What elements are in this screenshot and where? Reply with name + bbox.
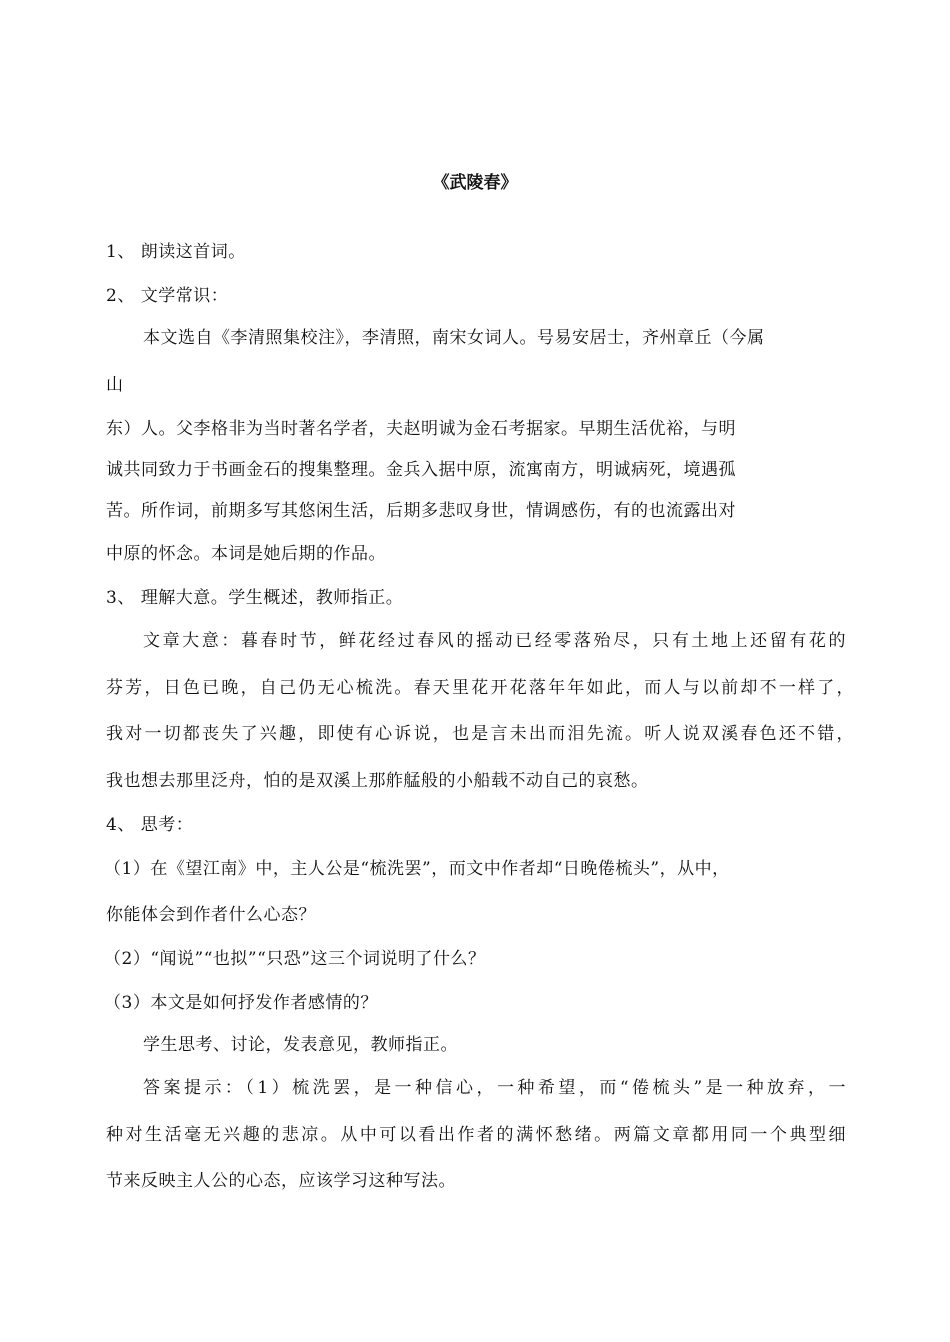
section-4-heading: 4、 思考： xyxy=(106,815,194,835)
question-line: （3）本文是如何抒发作者感情的？ xyxy=(104,993,378,1013)
literature-line: 中原的怀念。本词是她后期的作品。 xyxy=(106,544,386,564)
question-line: （2）“闻说”“也拟”“只恐”这三个词说明了什么？ xyxy=(104,949,486,969)
section-1-heading: 1、 朗读这首词。 xyxy=(106,242,246,262)
summary-line: 我对一切都丧失了兴趣，即使有心诉说，也是言未出而泪先流。听人说双溪春色还不错， xyxy=(106,724,854,744)
section-2-heading: 2、 文学常识： xyxy=(106,286,229,306)
summary-line: 芬芳，日色已晚，自己仍无心梳洗。春天里花开花落年年如此，而人与以前却不一样了， xyxy=(106,678,854,698)
answer-line: 答案提示：（1）梳洗罢，是一种信心，一种希望，而“倦梳头”是一种放弃，一 xyxy=(143,1078,846,1098)
page-title: 《武陵春》 xyxy=(432,173,518,193)
literature-line: 本文选自《李清照集校注》，李清照，南宋女词人。号易安居士，齐州章丘（今属 xyxy=(143,328,765,348)
literature-line: 苦。所作词，前期多写其悠闲生活，后期多悲叹身世，情调感伤，有的也流露出对 xyxy=(106,501,736,521)
answer-line: 种对生活毫无兴趣的悲凉。从中可以看出作者的满怀愁绪。两篇文章都用同一个典型细 xyxy=(106,1125,846,1145)
section-3-heading: 3、 理解大意。学生概述，教师指正。 xyxy=(106,588,404,608)
answer-line: 节来反映主人公的心态，应该学习这种写法。 xyxy=(106,1171,456,1191)
literature-line: 诚共同致力于书画金石的搜集整理。金兵入据中原，流寓南方，明诚病死，境遇孤 xyxy=(106,460,736,480)
summary-line: 我也想去那里泛舟，怕的是双溪上那舴艋般的小船载不动自己的哀愁。 xyxy=(106,771,649,791)
question-line: （1）在《望江南》中，主人公是“梳洗罢”，而文中作者却“日晚倦梳头”，从中， xyxy=(104,859,730,879)
literature-line: 东）人。父李格非为当时著名学者，夫赵明诚为金石考据家。早期生活优裕，与明 xyxy=(106,419,736,439)
literature-line: 山 xyxy=(106,375,124,395)
question-line: 你能体会到作者什么心态？ xyxy=(106,905,316,925)
summary-line: 文章大意：暮春时节，鲜花经过春风的摇动已经零落殆尽，只有土地上还留有花的 xyxy=(143,631,846,651)
discussion-line: 学生思考、讨论，发表意见，教师指正。 xyxy=(143,1035,458,1055)
